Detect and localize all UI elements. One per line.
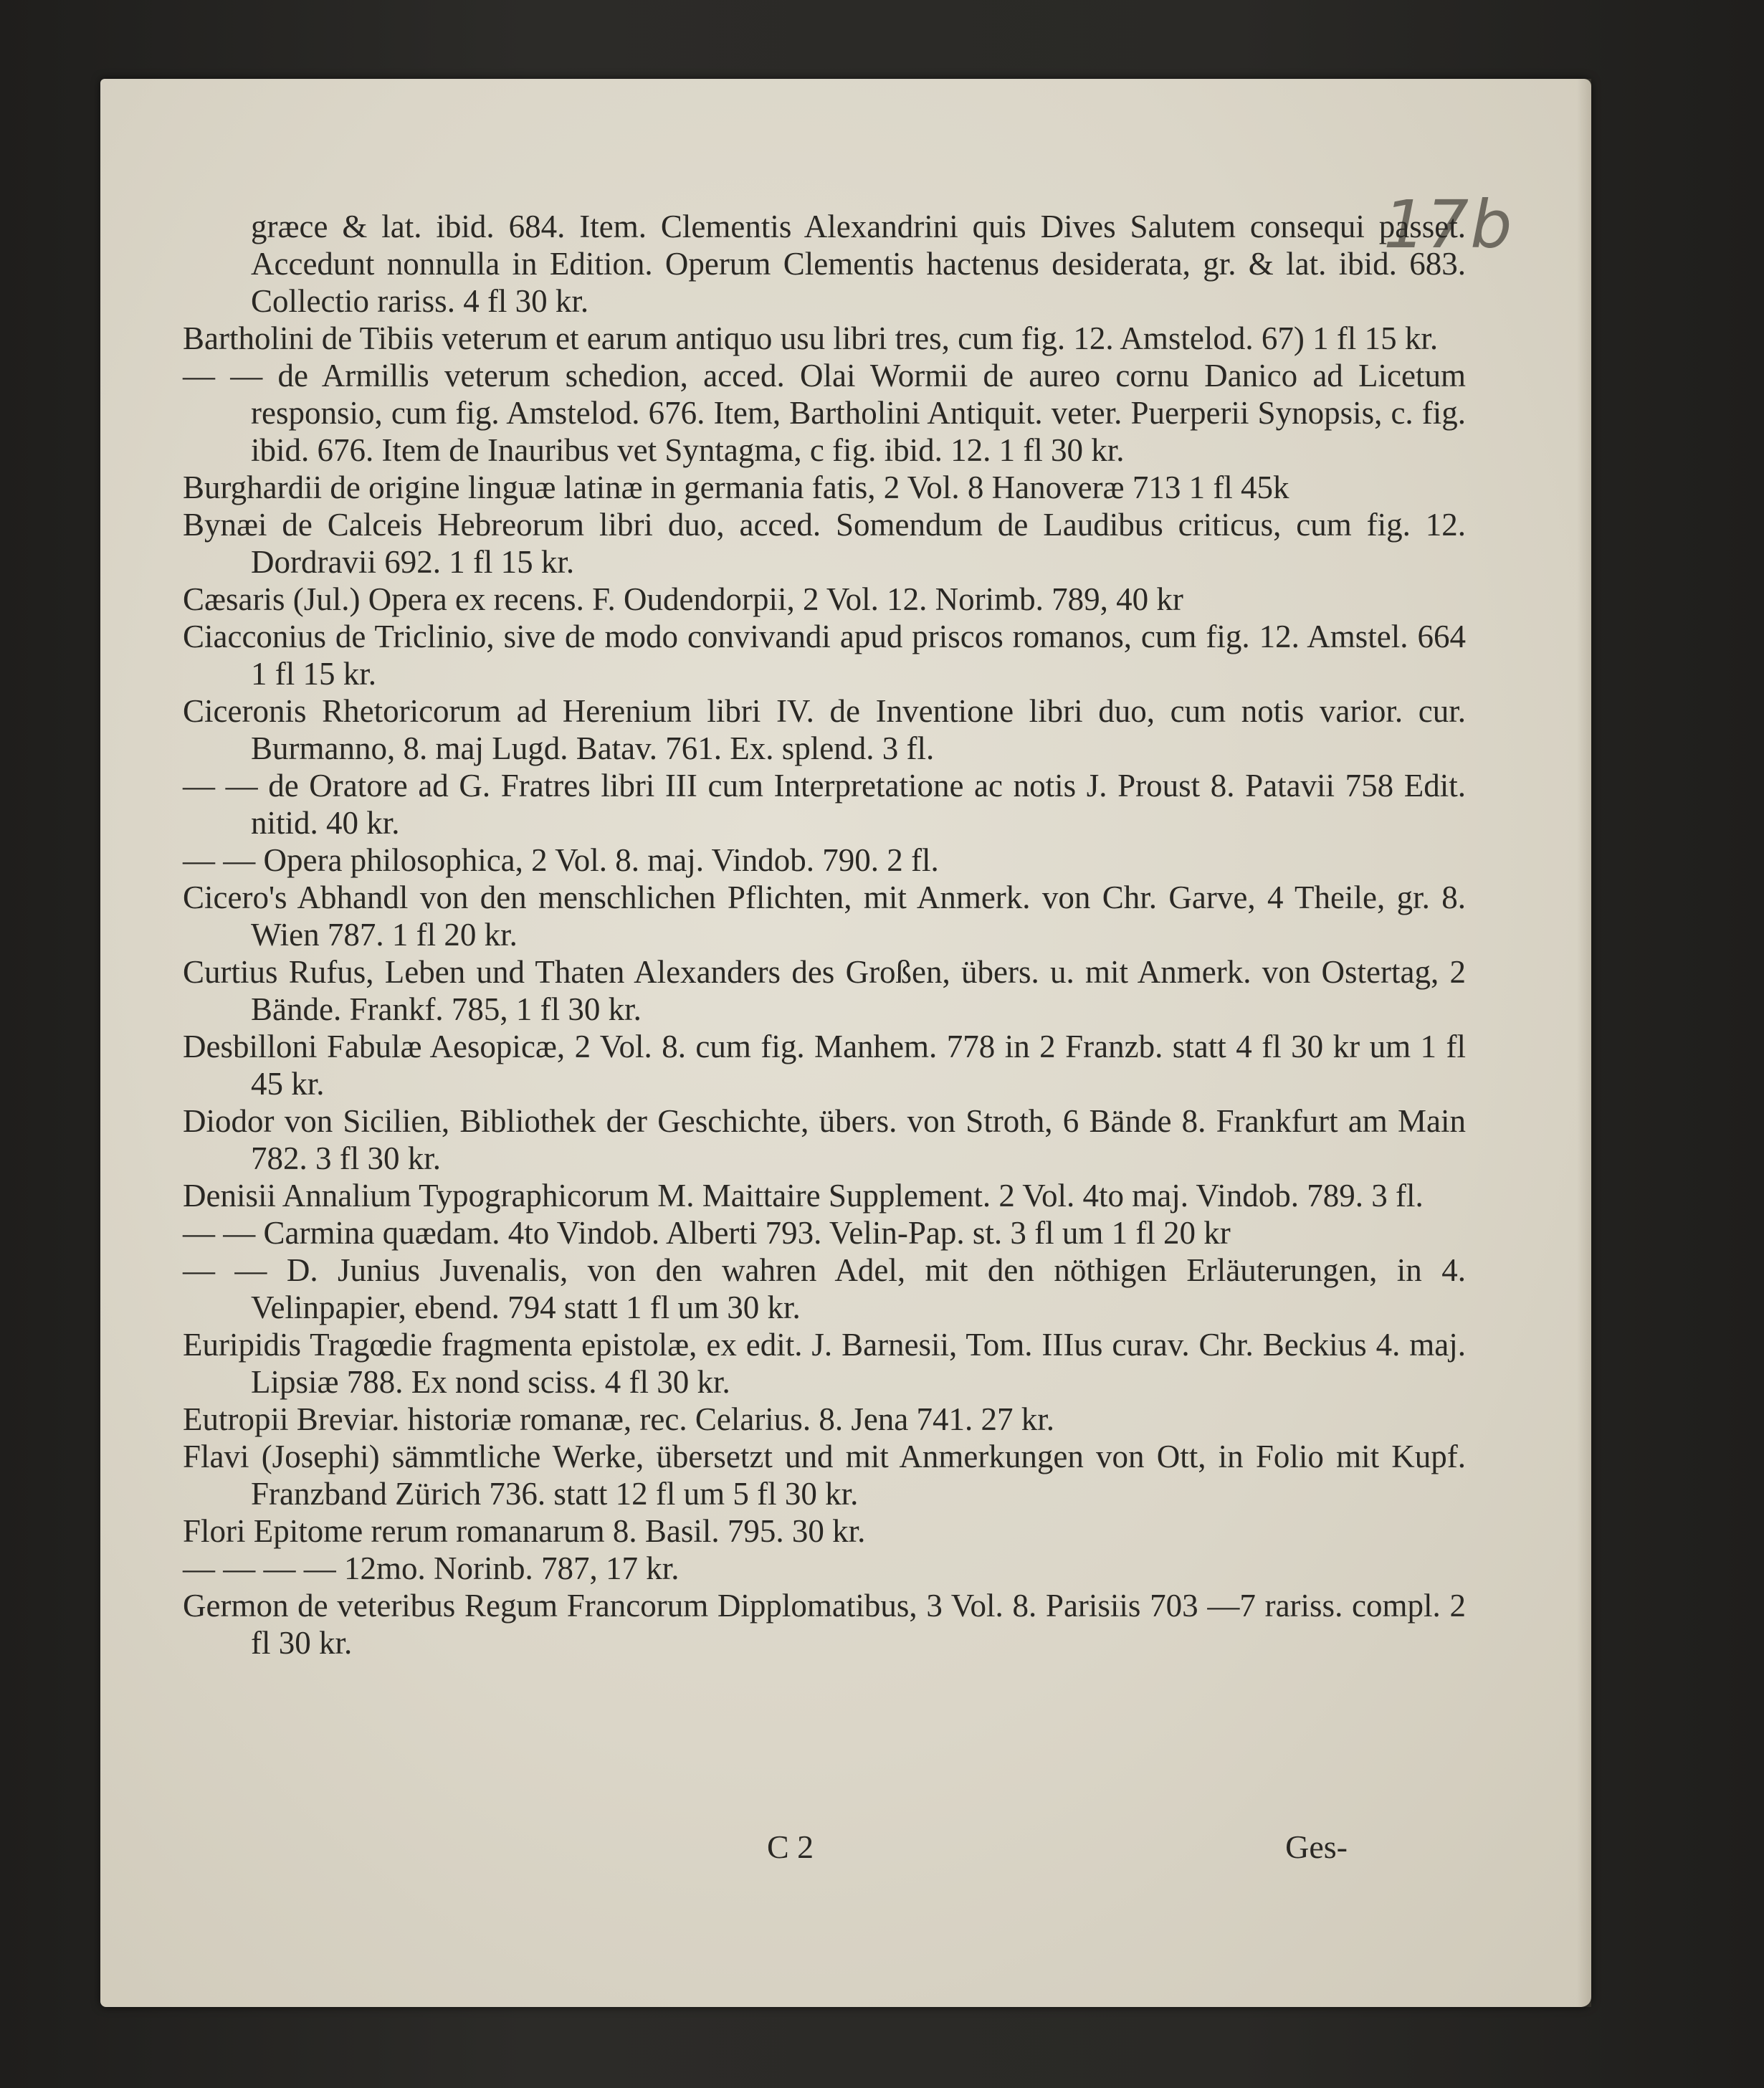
catalogue-entry: Cæsaris (Jul.) Opera ex recens. F. Oudendorpii, 2 Vol. 12. Norimb. 789, 40 kr <box>183 581 1183 617</box>
catalogue-entry: Desbilloni Fabulæ Aesopicæ, 2 Vol. 8. cum fig. Manhem. 778 in 2 Franzb. statt 4 fl 30 kr um 1 fl 45 kr. <box>183 1029 1466 1102</box>
catalogue-entry: Burghardii de origine linguæ latinæ in germania fatis, 2 Vol. 8 Hanoveræ 713 1 fl 45k <box>183 469 1289 505</box>
page-edge-shadow <box>1577 79 1591 2007</box>
catalogue-entry: græce & lat. ibid. 684. Item. Clementis Alexandrini quis Dives Salutem consequi passet. Accedunt nonnulla in Edition. Operum Clementis hactenus desiderata, gr. & lat. ibid. 683. Collectio rariss. 4 fl 30 kr. <box>251 209 1466 319</box>
catalogue-entry: Cicero's Abhandl von den menschlichen Pflichten, mit Anmerk. von Chr. Garve, 4 Theile, gr. 8. Wien 787. 1 fl 20 kr. <box>183 879 1466 953</box>
catalogue-entry: Bartholini de Tibiis veterum et earum antiquo usu libri tres, cum fig. 12. Amstelod. 67) 1 fl 15 kr. <box>183 320 1439 356</box>
catalogue-entry: Bynæi de Calceis Hebreorum libri duo, acced. Somendum de Laudibus criticus, cum fig. 12. Dordravii 692. 1 fl 15 kr. <box>183 507 1466 580</box>
catalogue-entry: — — de Oratore ad G. Fratres libri III cum Interpretatione ac notis J. Proust 8. Patavii 758 Edit. nitid. 40 kr. <box>183 768 1466 841</box>
catalogue-entry: Diodor von Sicilien, Bibliothek der Geschichte, übers. von Stroth, 6 Bände 8. Frankfurt am Main 782. 3 fl 30 kr. <box>183 1103 1466 1176</box>
catalogue-entry: Germon de veteribus Regum Francorum Dipplomatibus, 3 Vol. 8. Parisiis 703 —7 rariss. compl. 2 fl 30 kr. <box>183 1588 1466 1661</box>
catalogue-entry: Curtius Rufus, Leben und Thaten Alexanders des Großen, übers. u. mit Anmerk. von Ostertag, 2 Bände. Frankf. 785, 1 fl 30 kr. <box>183 954 1466 1027</box>
catalogue-entry: Euripidis Tragœdie fragmenta epistolæ, ex edit. J. Barnesii, Tom. IIIus curav. Chr. Beckius 4. maj. Lipsiæ 788. Ex nond sciss. 4 fl 30 kr. <box>183 1327 1466 1400</box>
catalogue-entry: Flori Epitome rerum romanarum 8. Basil. 795. 30 kr. <box>183 1513 866 1549</box>
catalogue-entry: — — Opera philosophica, 2 Vol. 8. maj. Vindob. 790. 2 fl. <box>183 842 939 878</box>
signature-mark: C 2 <box>767 1829 814 1865</box>
catalogue-entry: — — de Armillis veterum schedion, acced. Olai Wormii de aureo cornu Danico ad Licetum responsio, cum fig. Amstelod. 676. Item, Bartholini Antiquit. veter. Puerperii Synopsis, c. fig. ibid. 676. Item de Inauribus vet Syntagma, c fig. ibid. 12. 1 fl 30 kr. <box>183 358 1466 468</box>
catalogue-entry: Flavi (Josephi) sämmtliche Werke, übersetzt und mit Anmerkungen von Ott, in Folio mit Kupf. Franzband Zürich 736. statt 12 fl um 5 fl 30 kr. <box>183 1439 1466 1512</box>
catalogue-entry: — — — — 12mo. Norinb. 787, 17 kr. <box>183 1550 680 1586</box>
catalogue-entry: Ciacconius de Triclinio, sive de modo convivandi apud priscos romanos, cum fig. 12. Amstel. 664 1 fl 15 kr. <box>183 619 1466 692</box>
catalogue-entry: Denisii Annalium Typographicorum M. Maittaire Supplement. 2 Vol. 4to maj. Vindob. 789. 3 fl. <box>183 1178 1424 1214</box>
catchword: Ges- <box>1285 1829 1348 1865</box>
handwritten-folio-mark: 17b <box>1383 186 1514 263</box>
catalogue-entry: Ciceronis Rhetoricorum ad Herenium libri IV. de Inventione libri duo, cum notis varior. cur. Burmanno, 8. maj Lugd. Batav. 761. Ex. splend. 3 fl. <box>183 693 1466 766</box>
catalogue-entry: — — Carmina quædam. 4to Vindob. Alberti 793. Velin-Pap. st. 3 fl um 1 fl 20 kr <box>183 1215 1231 1251</box>
document-page <box>100 79 1591 2007</box>
catalogue-entry: — — D. Junius Juvenalis, von den wahren Adel, mit den nöthigen Erläuterungen, in 4. Velinpapier, ebend. 794 statt 1 fl um 30 kr. <box>183 1252 1466 1325</box>
catalogue-text <box>183 208 1466 1662</box>
catalogue-entry: Eutropii Breviar. historiæ romanæ, rec. Celarius. 8. Jena 741. 27 kr. <box>183 1401 1055 1437</box>
